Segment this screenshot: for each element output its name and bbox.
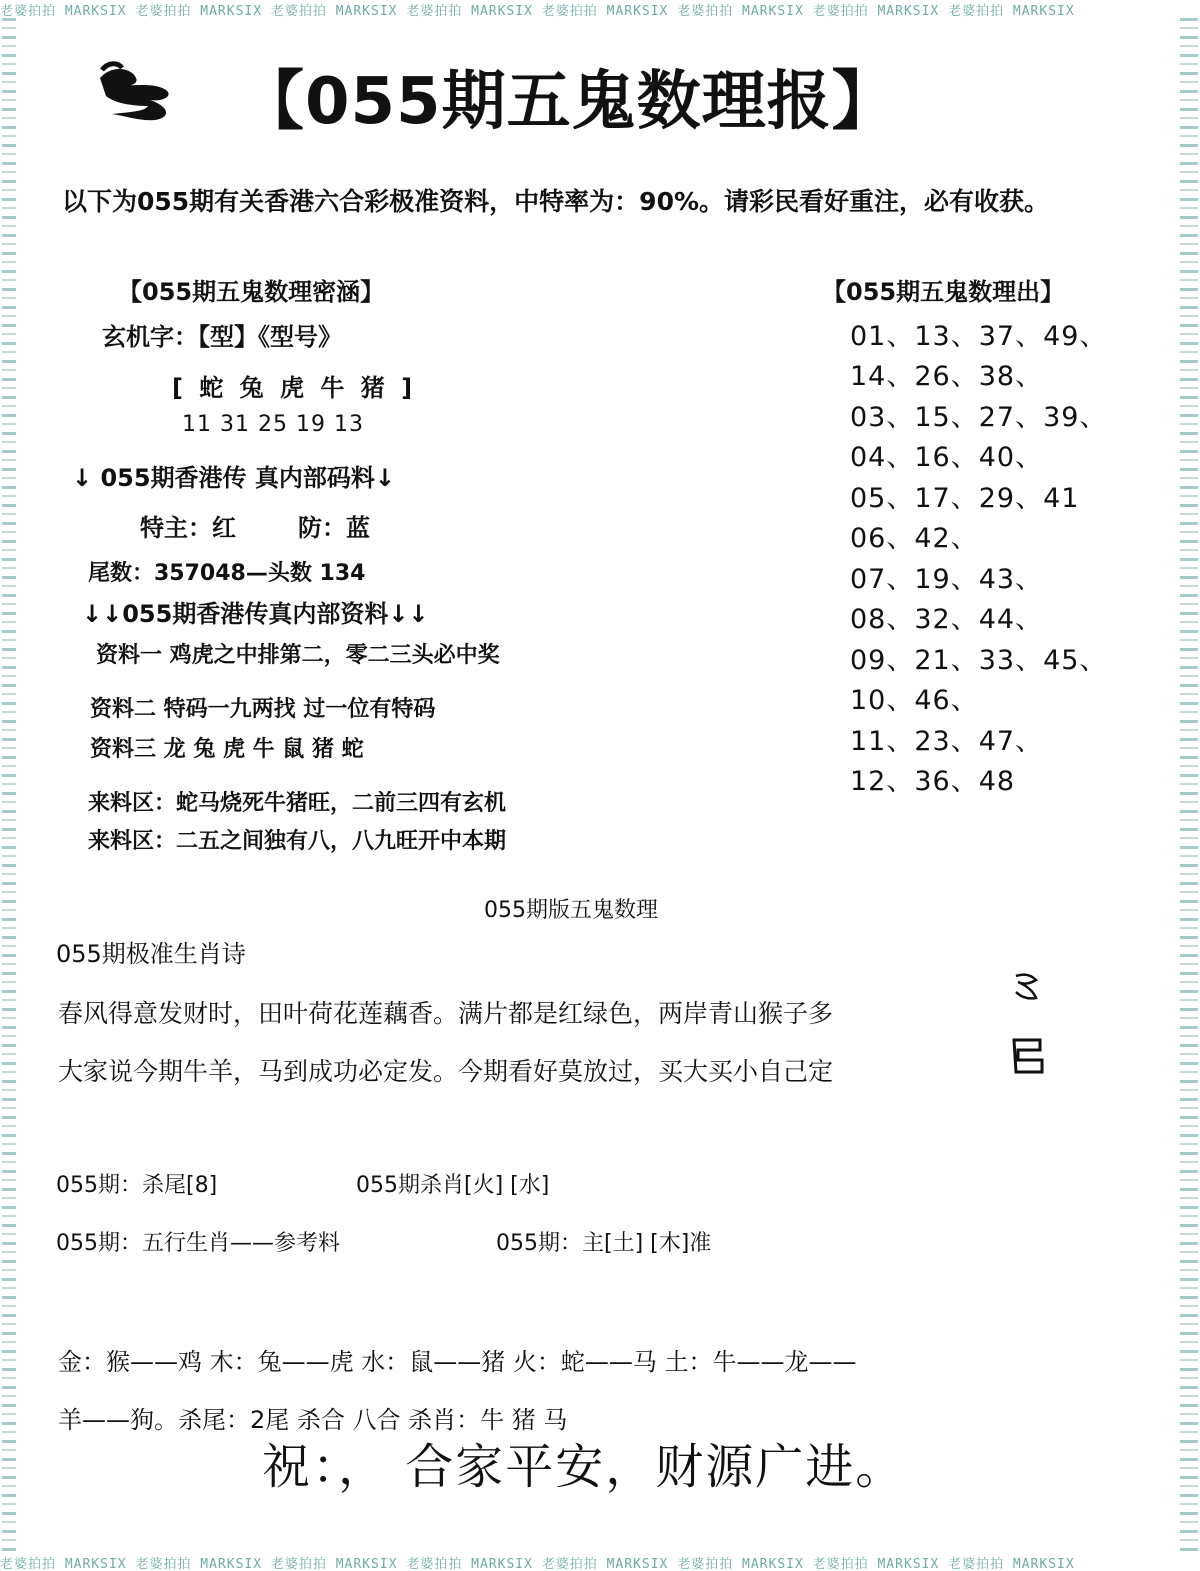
elements-line-2: 羊——狗。杀尾：2尾 杀合 八合 杀肖：牛 猪 马 (58, 1406, 568, 1434)
dragon-logo-icon (92, 56, 182, 126)
number-row: 03、15、27、39、 (850, 402, 1108, 433)
watermark-left-border (2, 18, 16, 1553)
ziliao-1: 资料一 鸡虎之中排第二，零二三头必中奖 (96, 643, 500, 668)
number-row: 11、23、47、 (850, 726, 1044, 757)
wuxing-reference: 055期：五行生肖——参考料 (56, 1231, 340, 1256)
number-row: 14、26、38、 (850, 361, 1044, 392)
weishu-line: 尾数：357048—头数 134 (88, 561, 366, 586)
wuxing-main: 055期：主[土] [木]准 (496, 1231, 712, 1256)
number-row: 05、17、29、41 (850, 483, 1080, 514)
poem-heading: 055期极准生肖诗 (56, 940, 246, 968)
number-row: 08、32、44、 (850, 604, 1044, 635)
poem-line-2: 大家说今期牛羊，马到成功必定发。今期看好莫放过，买大买小自己定 (58, 1057, 834, 1086)
decorative-stamp-icon (1010, 970, 1046, 1090)
tezhu-label: 特主：红 (140, 514, 236, 542)
number-row: 10、46、 (850, 685, 979, 716)
section-title: 055期版五鬼数理 (484, 898, 658, 923)
kill-tail: 055期：杀尾[8] (56, 1173, 218, 1198)
ziliao-3: 资料三 龙 兔 虎 牛 鼠 猪 蛇 (90, 737, 364, 762)
number-row: 04、16、40、 (850, 442, 1044, 473)
right-heading: 【055期五鬼数理出】 (822, 278, 1065, 306)
watermark-right-border (1180, 18, 1198, 1553)
elements-line-1: 金：猴——鸡 木：兔——虎 水：鼠——猪 火：蛇——马 土：牛——龙—— (58, 1348, 857, 1376)
animal-numbers-line: 11 31 25 19 13 (182, 412, 364, 437)
blessing-footer: 祝：， 合家平安，财源广进。 (262, 1439, 906, 1495)
number-row: 01、13、37、49、 (850, 321, 1108, 352)
poem-line-1: 春风得意发财时，田叶荷花莲藕香。满片都是红绿色，两岸青山猴子多 (58, 999, 834, 1028)
animals-line: [ 蛇 兔 虎 牛 猪 ] (172, 374, 417, 402)
lailiao-2: 来料区：二五之间独有八，八九旺开中本期 (88, 829, 507, 854)
lailiao-1: 来料区：蛇马烧死牛猪旺，二前三四有玄机 (88, 791, 507, 816)
ziliao-2: 资料二 特码一九两找 过一位有特码 (90, 697, 436, 722)
number-row: 09、21、33、45、 (850, 645, 1108, 676)
intro-paragraph: 以下为055期有关香港六合彩极准资料，中特率为：90%。请彩民看好重注，必有收获。 (62, 187, 1050, 216)
fang-label: 防：蓝 (298, 514, 370, 542)
hk-heading: ↓ 055期香港传 真内部码料↓ (72, 464, 396, 492)
xuanji-line: 玄机字：【型】《型号》 (102, 323, 342, 351)
number-row: 06、42、 (850, 523, 979, 554)
number-row: 07、19、43、 (850, 564, 1044, 595)
left-heading: 【055期五鬼数理密涵】 (118, 278, 385, 306)
kill-xiao: 055期杀肖[火] [水] (356, 1173, 550, 1198)
page-title: 【055期五鬼数理报】 (240, 65, 897, 139)
hk2-heading: ↓↓055期香港传真内部资料↓↓ (82, 600, 429, 628)
watermark-bottom: 老婆拍拍 MARKSIX 老婆拍拍 MARKSIX 老婆拍拍 MARKSIX 老婆拍拍 MARKSIX 老婆拍拍 MARKSIX 老婆拍拍 MARKSIX 老婆拍拍 MARKSIX 老婆拍拍 MARKSIX (0, 1557, 1075, 1571)
watermark-top: 老婆拍拍 MARKSIX 老婆拍拍 MARKSIX 老婆拍拍 MARKSIX 老婆拍拍 MARKSIX 老婆拍拍 MARKSIX 老婆拍拍 MARKSIX 老婆拍拍 MARKSIX 老婆拍拍 MARKSIX (0, 4, 1075, 18)
number-row: 12、36、48 (850, 766, 1016, 797)
